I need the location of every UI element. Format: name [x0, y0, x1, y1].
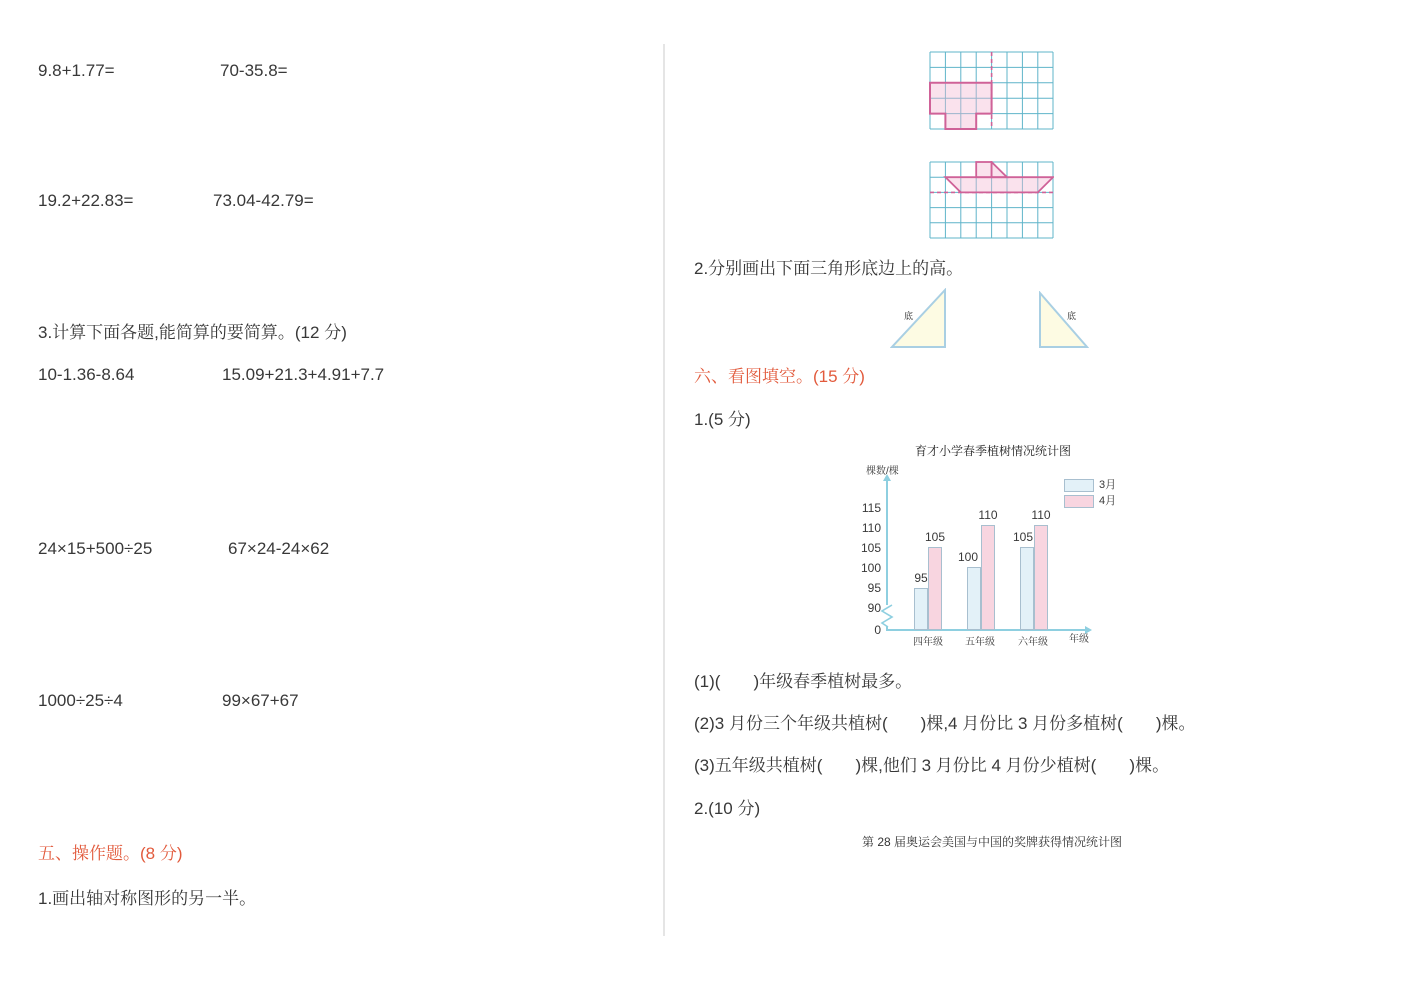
equation: 10-1.36-8.64 [38, 365, 135, 384]
question-3: (3)五年级共植树( )棵,他们 3 月份比 4 月份少植树( )棵。 [694, 756, 1170, 775]
bar-grade6-march [1020, 547, 1034, 630]
section6-item1: 1.(5 分) [694, 410, 751, 429]
question-2: (2)3 月份三个年级共植树( )棵,4 月份比 3 月份多植树( )棵。 [694, 714, 1196, 733]
half-shape [930, 83, 992, 129]
x-category-grade6: 六年级 [1018, 637, 1048, 648]
symmetry-grid-figure-2 [929, 161, 1054, 239]
section5-item2: 2.分别画出下面三角形底边上的高。 [694, 259, 964, 278]
y-tick: 95 [867, 581, 881, 595]
equation: 99×67+67 [222, 691, 299, 710]
section6-item2: 2.(10 分) [694, 799, 761, 818]
section6-title: 六、看图填空。(15 分) [694, 367, 865, 386]
x-axis-arrow [1085, 626, 1092, 634]
triangle-base-label: 底 [904, 311, 914, 321]
bar-value: 95 [914, 571, 928, 585]
bar-grade5-march [967, 567, 981, 630]
question-1: (1)( )年级春季植树最多。 [694, 672, 913, 691]
y-tick: 90 [867, 601, 881, 615]
y-axis-arrow [883, 474, 891, 481]
legend-label-april: 4月 [1099, 495, 1117, 507]
y-axis-label: 棵数/棵 [866, 466, 899, 477]
equation: 9.8+1.77= [38, 61, 115, 80]
section5-title: 五、操作题。(8 分) [38, 844, 183, 863]
y-tick: 105 [860, 541, 881, 555]
equation: 24×15+500÷25 [38, 539, 153, 558]
bar-grade5-april [981, 525, 995, 630]
legend-swatch-april [1064, 495, 1094, 508]
y-tick-origin: 0 [874, 623, 881, 637]
x-axis-label: 年级 [1069, 634, 1089, 645]
y-axis [886, 481, 888, 605]
bar-value: 110 [1031, 508, 1051, 522]
x-category-grade4: 四年级 [913, 637, 943, 648]
triangle-figure-1 [890, 288, 947, 349]
equation: 15.09+21.3+4.91+7.7 [222, 365, 385, 384]
y-tick: 110 [861, 521, 881, 535]
boat-cabin [976, 162, 991, 177]
legend-swatch-march [1064, 479, 1094, 492]
bar-grade4-april [928, 547, 942, 630]
bar-value: 110 [978, 508, 998, 522]
chart-title: 育才小学春季植树情况统计图 [914, 444, 1071, 458]
bar-value: 100 [957, 550, 979, 564]
boat-bow [992, 162, 1007, 177]
equation: 1000÷25÷4 [38, 691, 123, 710]
legend-label-march: 3月 [1099, 479, 1117, 491]
x-category-grade5: 五年级 [965, 637, 995, 648]
column-divider [663, 44, 665, 936]
bar-value: 105 [1012, 530, 1034, 544]
y-tick: 115 [861, 501, 881, 515]
equation: 19.2+22.83= [38, 191, 134, 210]
boat-hull [945, 177, 1053, 192]
section3-title: 3.计算下面各题,能简算的要简算。(12 分) [38, 323, 347, 342]
triangle-figure-2 [1038, 291, 1089, 349]
equation: 73.04-42.79= [213, 191, 314, 210]
chart2-title: 第 28 届奥运会美国与中国的奖牌获得情况统计图 [861, 835, 1123, 849]
equation: 67×24-24×62 [228, 539, 330, 558]
symmetry-grid-figure-1 [929, 51, 1054, 130]
section5-item1: 1.画出轴对称图形的另一半。 [38, 889, 257, 908]
equation: 70-35.8= [220, 61, 288, 80]
triangle-base-label: 底 [1067, 311, 1077, 321]
y-tick: 100 [860, 561, 881, 575]
bar-value: 105 [924, 530, 946, 544]
bar-grade4-march [914, 588, 928, 630]
